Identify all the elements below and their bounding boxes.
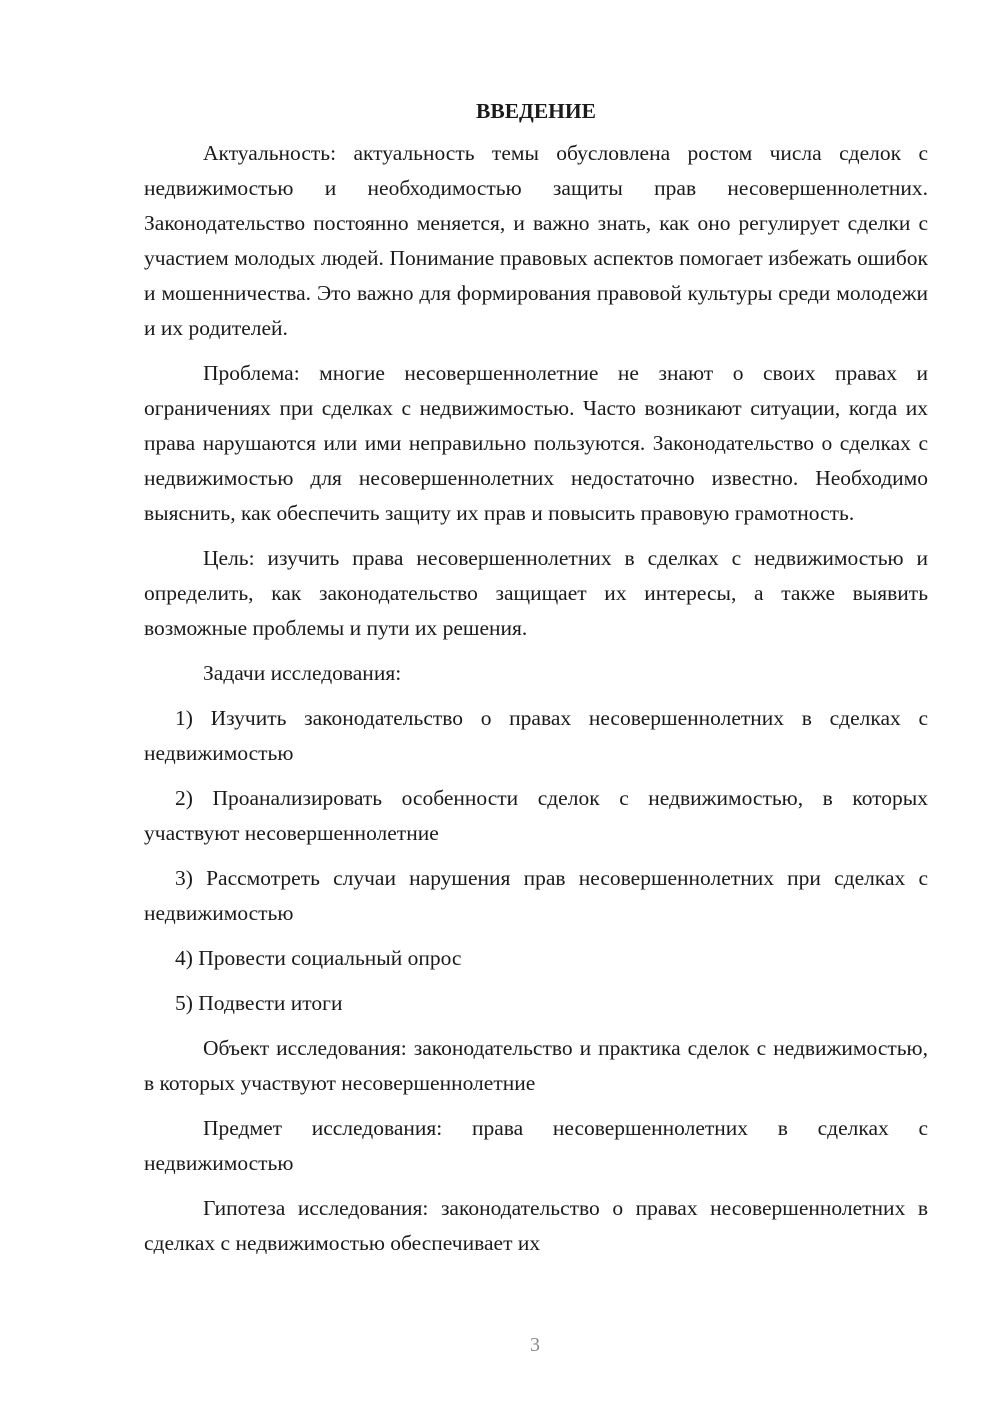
page-content [144,96,928,1271]
paragraph-subject: Предмет исследования: права несовершеннолетних в сделках с недвижимостью [144,1116,928,1175]
paragraph-object: Объект исследования: законодательство и практика сделок с недвижимостью, в которых участвуют несовершеннолетние [144,1036,928,1095]
task-item: 3) Рассмотреть случаи нарушения прав несовершеннолетних при сделках с недвижимостью [144,866,928,925]
task-item: 1) Изучить законодательство о правах несовершеннолетних в сделках с недвижимостью [144,706,928,765]
paragraph-tasks-heading: Задачи исследования: [203,661,402,685]
paragraph-relevance: Актуальность: актуальность темы обусловлена ростом числа сделок с недвижимостью и необходимостью защиты прав несовершеннолетних. Законодательство постоянно меняется, и важно знать, как оно регулирует сделки с участием молодых людей. Понимание правовых аспектов помогает избежать ошибок и мошенничества. Это важно для формирования правовой культуры среди молодежи и их родителей. [144,141,928,340]
paragraph-goal: Цель: изучить права несовершеннолетних в сделках с недвижимостью и определить, как законодательство защищает их интересы, а также выявить возможные проблемы и пути их решения. [144,546,928,640]
page-number: 3 [530,1334,540,1356]
task-item: 4) Провести социальный опрос [175,946,462,970]
page-title: ВВЕДЕНИЕ [476,99,596,123]
task-item: 5) Подвести итоги [175,991,343,1015]
paragraph-hypothesis: Гипотеза исследования: законодательство о правах несовершеннолетних в сделках с недвижимостью обеспечивает их [144,1196,928,1255]
paragraph-problem: Проблема: многие несовершеннолетние не знают о своих правах и ограничениях при сделках с недвижимостью. Часто возникают ситуации, когда их права нарушаются или ими неправильно пользуются. Законодательство о сделках с недвижимостью для несовершеннолетних недостаточно известно. Необходимо выяснить, как обеспечить защиту их прав и повысить правовую грамотность. [144,361,928,525]
task-item: 2) Проанализировать особенности сделок с недвижимостью, в которых участвуют несовершеннолетние [144,786,928,845]
